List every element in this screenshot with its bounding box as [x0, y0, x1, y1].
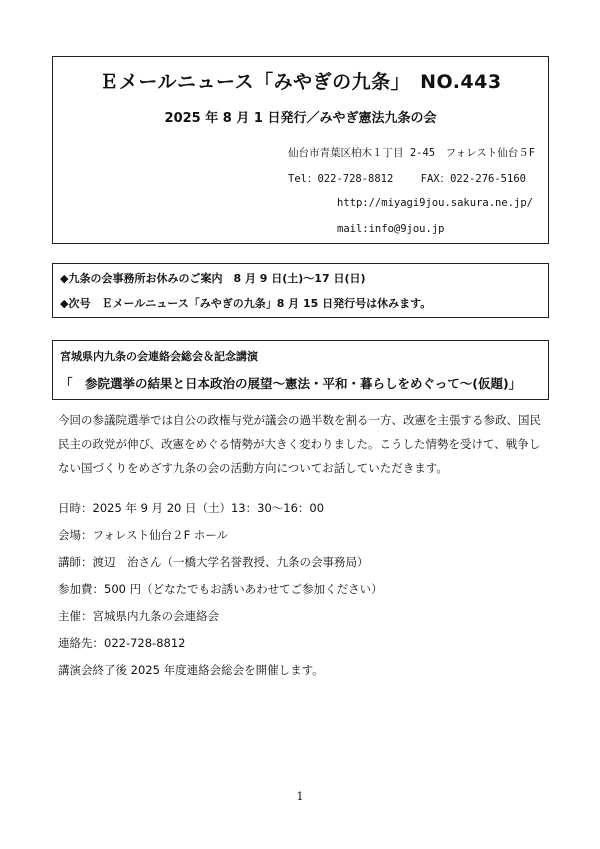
email-address[interactable]: mail:info@9jou.jp — [337, 223, 445, 235]
detail-venue: 会場：フォレスト仙台２F ホール — [58, 528, 229, 542]
lecture-title: 「 参院選挙の結果と日本政治の展望～憲法・平和・暮らしをめぐって～(仮題)」 — [60, 376, 522, 391]
detail-organizer: 主催：宮城県内九条の会連絡会 — [58, 609, 219, 623]
website-url[interactable]: http://miyagi9jou.sakura.ne.jp/ — [337, 197, 533, 209]
detail-general-meeting: 講演会終了後 2025 年度連絡会総会を開催します。 — [58, 663, 324, 677]
detail-contact: 連絡先：022-728-8812 — [58, 636, 186, 650]
issue-line: 2025 年 8 月 1 日発行／みやぎ憲法九条の会 — [164, 111, 437, 126]
detail-fee: 参加費：500 円（どなたでもお誘いあわせてご参加ください） — [58, 582, 383, 596]
detail-speaker: 講師：渡辺 治さん（一橋大学名誉教授、九条の会事務局） — [58, 555, 369, 569]
notice-office-closed: ◆九条の会事務所お休みのご案内 8 月 9 日(土)～17 日(日) — [60, 272, 366, 285]
address: 仙台市青葉区柏木１丁目 2-45 フォレスト仙台５F — [288, 147, 536, 159]
lecture-description: 今回の参議院選挙では自公の政権与党が議会の過半数を割る一方、改憲を主張する参政、国民民主の政党が伸び、改憲をめぐる情勢が大きく変わりました。こうした情勢を受けて、戦争しない国づくりをめざす九条の会の活動方向についてお話していただきます。 — [58, 413, 541, 475]
newsletter-title: Ｅメールニュース「みやぎの九条」 NO.443 — [99, 71, 502, 93]
lecture-heading: 宮城県内九条の会連絡会総会＆記念講演 — [60, 350, 258, 363]
notice-box — [52, 263, 549, 318]
header-box — [52, 56, 549, 244]
phone-fax: Tel：022-728-8812 FAX：022-276-5160 — [288, 173, 526, 185]
notice-next-issue: ◆次号 Ｅメールニュース「みやぎの九条」8 月 15 日発行号は休みます。 — [60, 297, 432, 310]
lecture-box — [52, 340, 549, 400]
detail-datetime: 日時：2025 年 9 月 20 日（土）13：30～16：00 — [58, 501, 325, 515]
page-number: 1 — [296, 790, 304, 803]
